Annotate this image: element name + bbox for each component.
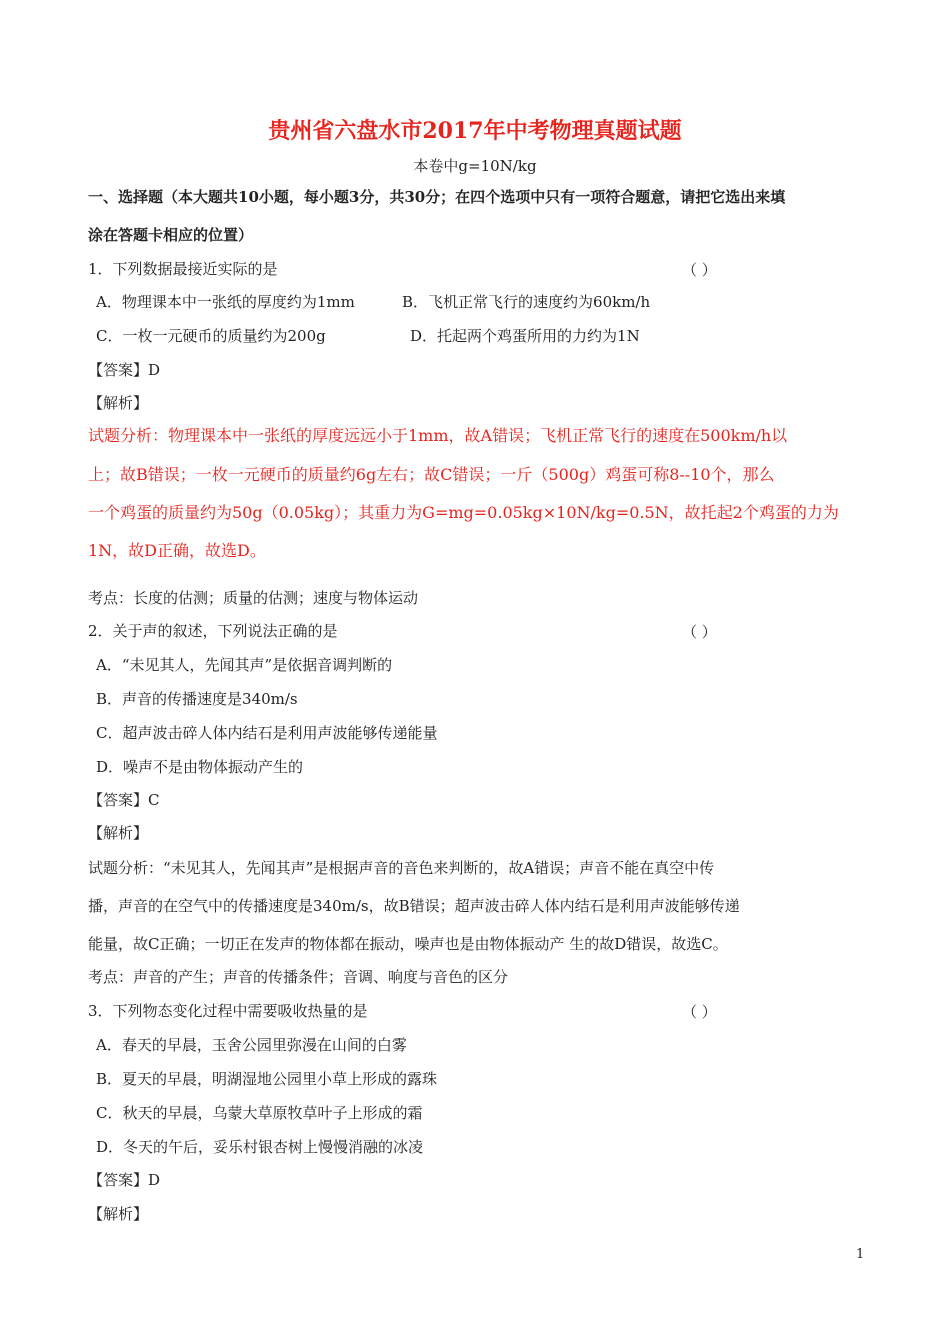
q2-analysis-label: 【解析】 [88, 824, 149, 842]
q1-analysis-line: 上；故B错误；一枚一元硬币的质量约6g左右；故C错误；一斤（500g）鸡蛋可称8--10个，那么 [88, 465, 775, 484]
q1-answer: 【答案】D [88, 361, 161, 379]
q3-option-c: C．秋天的早晨，乌蒙大草原牧草叶子上形成的霜 [96, 1104, 423, 1122]
q1-analysis-label: 【解析】 [88, 394, 149, 412]
q2-kaodian: 考点：声音的产生；声音的传播条件；音调、响度与音色的区分 [88, 968, 509, 986]
q2-option-a: A．“未见其人，先闻其声”是依据音调判断的 [96, 656, 393, 674]
document-title: 贵州省六盘水市2017年中考物理真题试题 [268, 118, 682, 144]
q1-stem: 1．下列数据最接近实际的是 [88, 260, 278, 278]
q1-analysis-line: 试题分析：物理课本中一张纸的厚度远远小于1mm，故A错误；飞机正常飞行的速度在500km/h以 [88, 426, 788, 445]
q1-kaodian: 考点：长度的估测；质量的估测；速度与物体运动 [88, 589, 419, 607]
document-subtitle: 本卷中g=10N/kg [413, 157, 537, 175]
q2-stem: 2．关于声的叙述，下列说法正确的是 [88, 622, 338, 640]
page-number: 1 [856, 1247, 865, 1262]
q2-option-b: B．声音的传播速度是340m/s [96, 690, 298, 708]
q1-option-b: B．飞机正常飞行的速度约为60km/h [402, 293, 651, 311]
q2-analysis-line: 播，声音的在空气中的传播速度是340m/s，故B错误；超声波击碎人体内结石是利用声波能够传递 [88, 897, 740, 915]
q2-option-d: D．噪声不是由物体振动产生的 [96, 758, 304, 776]
q1-option-a: A．物理课本中一张纸的厚度约为1mm [96, 293, 355, 311]
q3-option-a: A．春天的早晨，玉舍公园里弥漫在山间的白雾 [96, 1036, 407, 1054]
q1-analysis-line: 1N，故D正确，故选D。 [88, 541, 266, 560]
q3-answer: 【答案】D [88, 1171, 161, 1189]
q1-option-c: C．一枚一元硬币的质量约为200g [96, 327, 326, 345]
q3-answer-paren: （ ） [682, 1003, 717, 1021]
q2-option-c: C．超声波击碎人体内结石是利用声波能够传递能量 [96, 724, 438, 742]
q2-analysis-line: 能量，故C正确；一切正在发声的物体都在振动，噪声也是由物体振动产 生的故D错误，故选C。 [88, 935, 728, 953]
q1-option-d: D．托起两个鸡蛋所用的力约为1N [410, 327, 640, 345]
q1-answer-paren: （ ） [682, 261, 717, 279]
q3-stem: 3．下列物态变化过程中需要吸收热量的是 [88, 1002, 368, 1020]
section-heading-line1: 一、选择题（本大题共10小题，每小题3分，共30分；在四个选项中只有一项符合题意，请把它选出来填 [88, 188, 786, 206]
q3-option-b: B．夏天的早晨，明湖湿地公园里小草上形成的露珠 [96, 1070, 438, 1088]
section-heading-line2: 涂在答题卡相应的位置） [88, 226, 254, 244]
q2-answer: 【答案】C [88, 791, 160, 809]
q3-option-d: D．冬天的午后，妥乐村银杏树上慢慢消融的冰凌 [96, 1138, 424, 1156]
q2-answer-paren: （ ） [682, 623, 717, 641]
q2-analysis-line: 试题分析：“未见其人，先闻其声”是根据声音的音色来判断的，故A错误；声音不能在真空中传 [88, 859, 715, 877]
q3-analysis-label: 【解析】 [88, 1205, 149, 1223]
q1-analysis-line: 一个鸡蛋的质量约为50g（0.05kg）；其重力为G=mg=0.05kg×10N/kg=0.5N，故托起2个鸡蛋的力为 [88, 503, 839, 522]
